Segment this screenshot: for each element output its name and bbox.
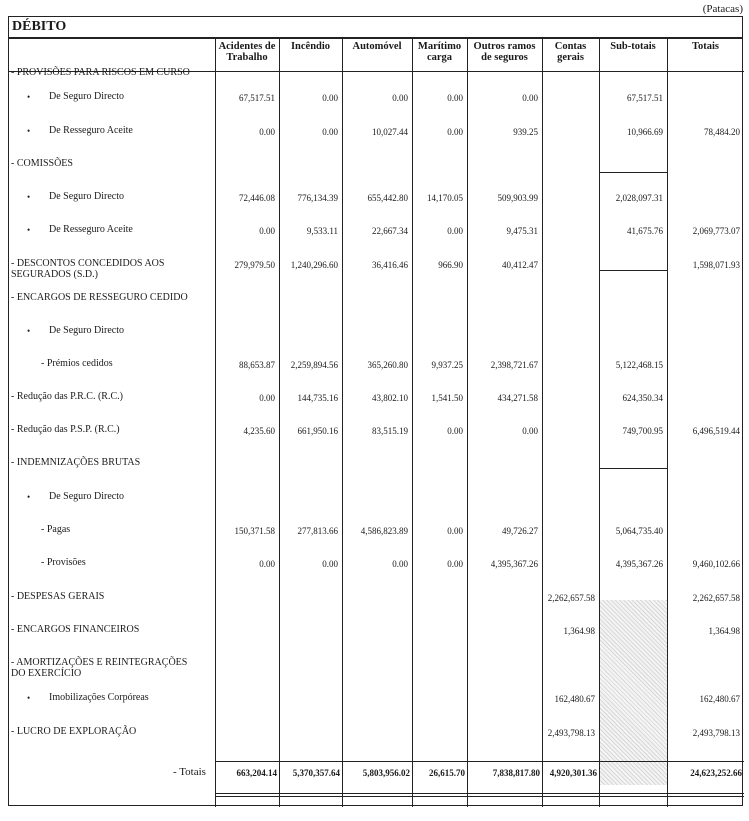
subtotal-rule — [599, 468, 667, 469]
table-cell: 0.00 — [447, 226, 463, 236]
row-label: Imobilizações Corpóreas — [49, 692, 149, 703]
table-cell: 661,950.16 — [297, 426, 338, 436]
table-cell: 0.00 — [259, 226, 275, 236]
column-divider — [342, 39, 343, 807]
table-cell: 67,517.51 — [239, 93, 275, 103]
column-header: Outros ramos de seguros — [473, 41, 536, 63]
table-cell: 4,235.60 — [243, 426, 275, 436]
row-label: De Resseguro Aceite — [49, 125, 133, 136]
table-cell: 40,412.47 — [502, 260, 538, 270]
totals-cell: 7,838,817.80 — [492, 768, 540, 778]
row-label: De Seguro Directo — [49, 91, 124, 102]
table-cell: 2,262,657.58 — [547, 593, 595, 603]
row-label: - LUCRO DE EXPLORAÇÃO — [11, 726, 137, 737]
column-header: Marítimo carga — [417, 41, 462, 63]
table-cell: 78,484.20 — [704, 127, 740, 137]
table-cell: 9,460,102.66 — [692, 559, 740, 569]
row-label: - ENCARGOS DE RESSEGURO CEDIDO — [11, 292, 188, 303]
table-cell: 0.00 — [259, 127, 275, 137]
totals-label: - Totais — [173, 766, 206, 778]
subtotal-rule — [599, 172, 667, 173]
row-label: - Redução das P.S.P. (R.C.) — [11, 424, 120, 435]
table-cell: 277,813.66 — [297, 526, 338, 536]
row-label: - DESCONTOS CONCEDIDOS AOS SEGURADOS (S.D.) — [11, 258, 165, 280]
row-label: De Seguro Directo — [49, 325, 124, 336]
row-label: - INDEMNIZAÇÕES BRUTAS — [11, 457, 141, 468]
bullet-icon: • — [27, 326, 31, 336]
table-cell: 655,442.80 — [367, 193, 408, 203]
row-label: - Redução das P.R.C. (R.C.) — [11, 391, 123, 402]
column-divider — [542, 39, 543, 807]
column-divider — [467, 39, 468, 807]
table-cell: 4,586,823.89 — [360, 526, 408, 536]
column-divider — [215, 39, 216, 807]
column-divider — [667, 39, 668, 807]
column-header: Totais — [691, 41, 720, 52]
table-cell: 41,675.76 — [627, 226, 663, 236]
bullet-icon: • — [27, 492, 31, 502]
table-cell: 509,903.99 — [497, 193, 538, 203]
row-label: - PROVISÕES PARA RISCOS EM CURSO — [11, 67, 190, 78]
table-cell: 150,371.58 — [234, 526, 275, 536]
totals-cell: 26,615.70 — [429, 768, 465, 778]
table-cell: 1,364.98 — [708, 626, 740, 636]
table-cell: 83,515.19 — [372, 426, 408, 436]
table-cell: 2,259,894.56 — [290, 360, 338, 370]
table-cell: 2,069,773.07 — [692, 226, 740, 236]
table-cell: 9,533.11 — [306, 226, 338, 236]
row-label: - DESPESAS GERAIS — [11, 591, 105, 602]
table-cell: 4,395,367.26 — [615, 559, 663, 569]
table-cell: 0.00 — [392, 559, 408, 569]
table-cell: 1,598,071.93 — [692, 260, 740, 270]
table-cell: 6,496,519.44 — [692, 426, 740, 436]
row-label: De Seguro Directo — [49, 491, 124, 502]
table-cell: 9,475.31 — [506, 226, 538, 236]
table-cell: 0.00 — [322, 559, 338, 569]
table-cell: 10,027.44 — [372, 127, 408, 137]
table-cell: 2,262,657.58 — [692, 593, 740, 603]
table-cell: 162,480.67 — [554, 694, 595, 704]
table-cell: 14,170.05 — [427, 193, 463, 203]
bullet-icon: • — [27, 126, 31, 136]
totals-cell: 5,803,956.02 — [362, 768, 410, 778]
table-cell: 36,416.46 — [372, 260, 408, 270]
table-cell: 0.00 — [322, 127, 338, 137]
table-cell: 67,517.51 — [627, 93, 663, 103]
row-label: - COMISSÕES — [11, 158, 73, 169]
table-cell: 88,653.87 — [239, 360, 275, 370]
table-cell: 2,493,798.13 — [692, 728, 740, 738]
table-cell: 0.00 — [259, 393, 275, 403]
table-cell: 2,493,798.13 — [547, 728, 595, 738]
table-cell: 939.25 — [513, 127, 538, 137]
debit-table — [8, 16, 743, 806]
table-cell: 10,966.69 — [627, 127, 663, 137]
table-cell: 434,271.58 — [497, 393, 538, 403]
column-header: Contas gerais — [554, 41, 587, 63]
table-cell: 2,028,097.31 — [615, 193, 663, 203]
table-cell: 0.00 — [322, 93, 338, 103]
table-cell: 0.00 — [259, 559, 275, 569]
shaded-cell — [600, 600, 667, 785]
table-cell: 49,726.27 — [502, 526, 538, 536]
table-cell: 749,700.95 — [622, 426, 663, 436]
totals-rule — [215, 793, 744, 794]
table-cell: 1,541.50 — [431, 393, 463, 403]
column-divider — [279, 39, 280, 807]
row-label: - ENCARGOS FINANCEIROS — [11, 624, 140, 635]
column-divider — [412, 39, 413, 807]
table-title: DÉBITO — [9, 17, 742, 39]
table-cell: 0.00 — [522, 426, 538, 436]
table-cell: 9,937.25 — [431, 360, 463, 370]
column-header: Acidentes de Trabalho — [218, 41, 276, 63]
table-cell: 144,735.16 — [297, 393, 338, 403]
table-cell: 0.00 — [392, 93, 408, 103]
table-cell: 43,802.10 — [372, 393, 408, 403]
table-cell: 776,134.39 — [297, 193, 338, 203]
row-label: - Prémios cedidos — [41, 358, 113, 369]
bullet-icon: • — [27, 192, 31, 202]
row-label: De Seguro Directo — [49, 191, 124, 202]
table-cell: 1,240,296.60 — [290, 260, 338, 270]
currency-unit: (Patacas) — [702, 3, 743, 15]
column-header: Sub-totais — [610, 41, 656, 52]
row-label: - Pagas — [41, 524, 71, 535]
totals-cell: 5,370,357.64 — [292, 768, 340, 778]
table-cell: 2,398,721.67 — [490, 360, 538, 370]
totals-cell: 4,920,301.36 — [549, 768, 597, 778]
bullet-icon: • — [27, 92, 31, 102]
table-cell: 22,667.34 — [372, 226, 408, 236]
bullet-icon: • — [27, 225, 31, 235]
table-cell: 5,064,735.40 — [615, 526, 663, 536]
totals-cell: 663,204.14 — [236, 768, 277, 778]
row-label: De Resseguro Aceite — [49, 224, 133, 235]
column-header: Automóvel — [352, 41, 402, 52]
table-cell: 72,446.08 — [239, 193, 275, 203]
table-cell: 365,260.80 — [367, 360, 408, 370]
totals-rule — [215, 796, 744, 797]
table-cell: 0.00 — [447, 426, 463, 436]
table-cell: 0.00 — [447, 93, 463, 103]
table-cell: 1,364.98 — [563, 626, 595, 636]
row-label: - Provisões — [41, 557, 86, 568]
table-cell: 0.00 — [447, 526, 463, 536]
totals-cell: 24,623,252.66 — [690, 768, 742, 778]
subtotal-rule — [599, 270, 667, 271]
column-header: Incêndio — [290, 41, 331, 52]
bullet-icon: • — [27, 693, 31, 703]
table-cell: 4,395,367.26 — [490, 559, 538, 569]
table-cell: 966.90 — [438, 260, 463, 270]
table-cell: 5,122,468.15 — [615, 360, 663, 370]
row-label: - AMORTIZAÇÕES E REINTEGRAÇÕES DO EXERCÍCIO — [11, 657, 188, 679]
table-cell: 0.00 — [447, 127, 463, 137]
table-cell: 279,979.50 — [234, 260, 275, 270]
table-cell: 0.00 — [447, 559, 463, 569]
totals-rule — [215, 761, 744, 762]
table-cell: 162,480.67 — [699, 694, 740, 704]
table-cell: 624,350.34 — [622, 393, 663, 403]
table-cell: 0.00 — [522, 93, 538, 103]
